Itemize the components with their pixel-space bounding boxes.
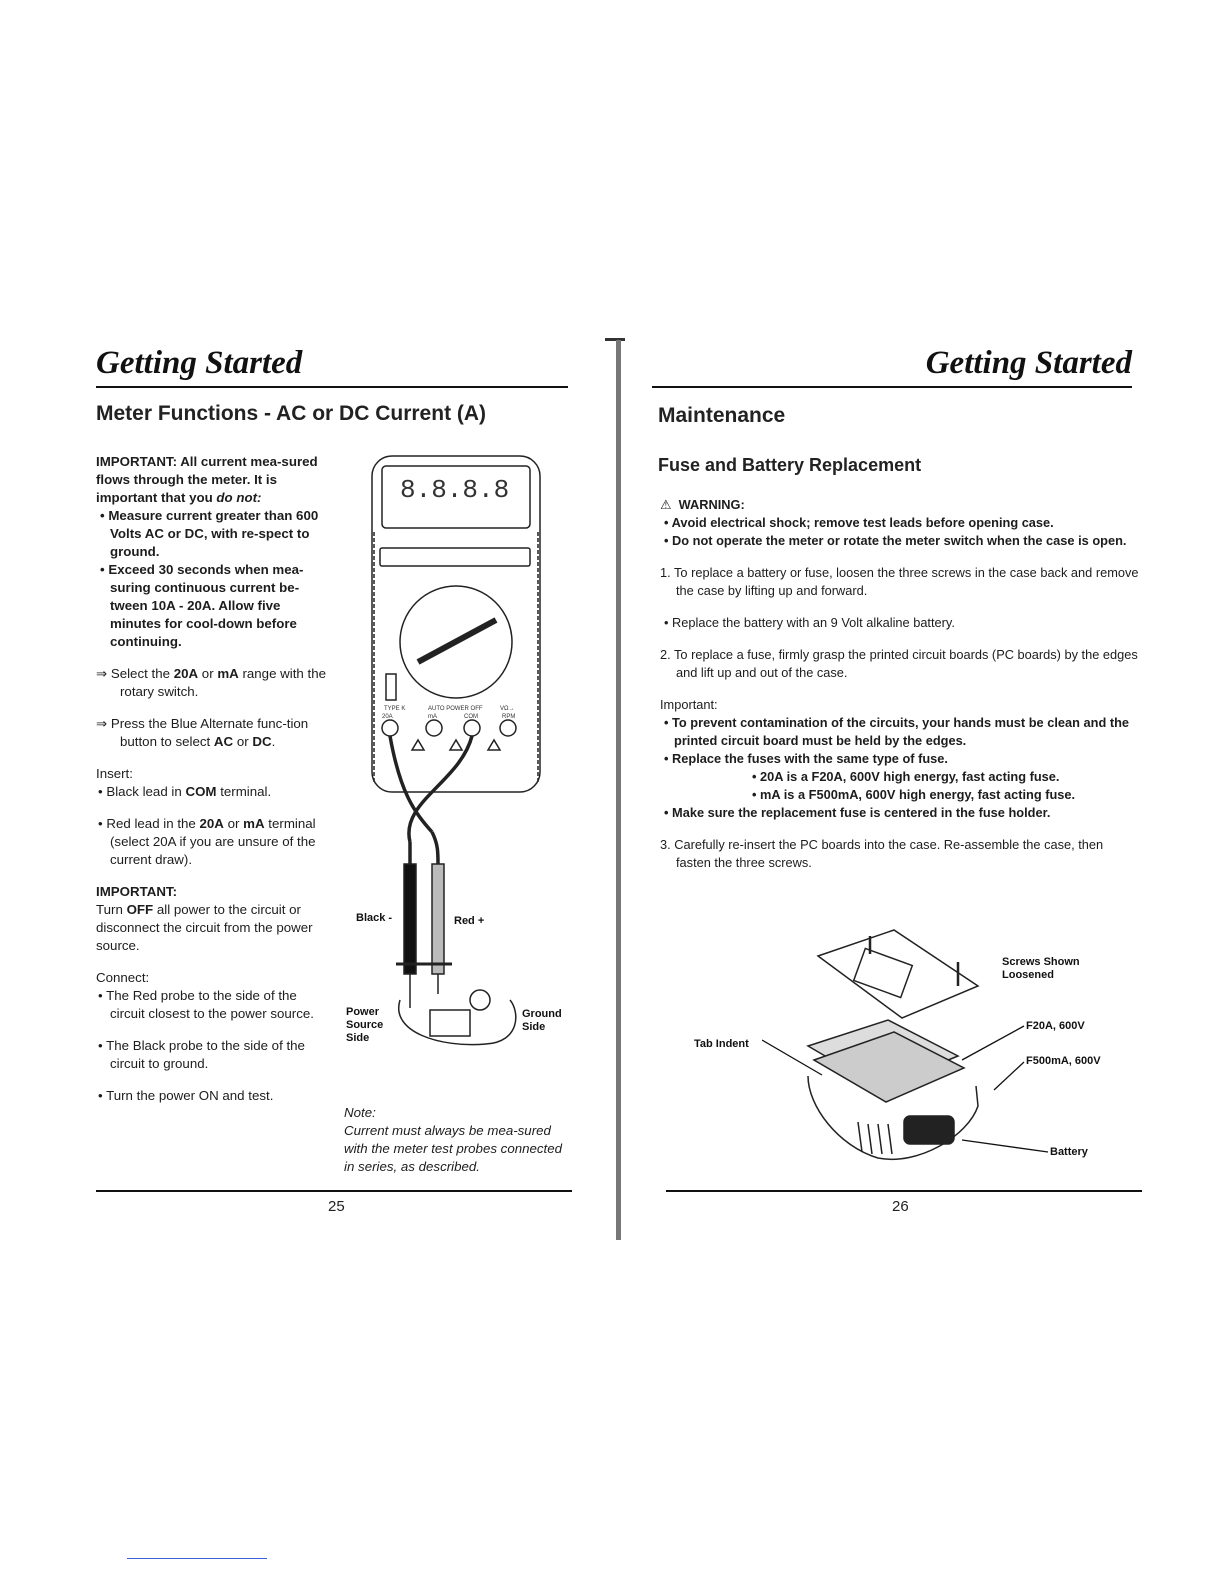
tab-indent-label: Tab Indent — [694, 1038, 749, 1050]
circuit-loop — [399, 1000, 516, 1045]
page-number: 25 — [328, 1198, 345, 1215]
important-intro-emphasis: do not: — [216, 490, 262, 505]
insert-heading: Insert: — [96, 766, 133, 781]
screws-label: Screws Shown Loosened — [1002, 956, 1080, 981]
insert-bullet-black: • Black lead in COM terminal. — [98, 784, 272, 799]
terminal-ma-label: mA — [428, 714, 437, 720]
insert-bullet-red: • Red lead in the 20A or mA terminal (select 20A if you are unsure of the current draw). — [98, 816, 316, 867]
red-lead-label: Red + — [454, 915, 485, 927]
note-block — [344, 1104, 576, 1176]
note-text: Current must always be mea-sured with the meter test probes connected in series, as described. — [344, 1123, 563, 1174]
important-block — [96, 453, 328, 1105]
section-title: Maintenance — [658, 404, 786, 427]
terminal-20a — [382, 720, 398, 736]
warning-bullet: • Do not operate the meter or rotate the meter switch when the case is open. — [664, 533, 1127, 548]
battery-symbol — [430, 1010, 470, 1036]
warning-triangle-icon — [412, 740, 424, 750]
battery-bullet: • Replace the battery with an 9 Volt alkaline battery. — [664, 615, 955, 630]
warning-triangle-icon: ⚠ — [660, 497, 672, 512]
footer-rule — [96, 1190, 572, 1192]
case-back — [818, 930, 978, 1018]
important-bullet: • Replace the fuses with the same type of fuse. — [664, 751, 948, 766]
connect-bullet: • The Black probe to the side of the circuit to ground. — [98, 1038, 305, 1071]
type-k-label: TYPE K — [384, 706, 406, 712]
terminal-ma — [426, 720, 442, 736]
meter-connection-diagram — [360, 452, 590, 1072]
note-heading: Note: — [344, 1105, 376, 1120]
display-digits: 8.8.8.8 — [400, 475, 510, 505]
important-bullet: • To prevent contamination of the circuits, your hands must be clean and the printed circuit board must be held by the edges. — [664, 715, 1130, 748]
subsection-title: Fuse and Battery Replacement — [658, 455, 922, 475]
step-select-range: ⇒ Select the 20A or mA range with the rotary switch. — [96, 666, 326, 699]
step-2: 2. To replace a fuse, firmly grasp the printed circuit boards (PC boards) by the edges and lift up and out of the case. — [660, 647, 1138, 680]
function-button-row — [380, 548, 530, 566]
ground-side-label: Ground Side — [522, 1008, 562, 1033]
power-source-label: Power Source Side — [346, 1006, 384, 1044]
terminal-com — [464, 720, 480, 736]
page-header-title: Getting Started — [925, 345, 1132, 381]
header-rule — [96, 386, 568, 388]
step-3: 3. Carefully re-insert the PC boards into the case. Re-assemble the case, then fasten the three screws. — [660, 837, 1104, 870]
f20a-fuse-label: F20A, 600V — [1026, 1020, 1085, 1032]
maintenance-body — [660, 496, 1140, 872]
terminal-vohm — [500, 720, 516, 736]
section-title: Meter Functions - AC or DC Current (A) — [96, 402, 487, 425]
black-probe — [404, 864, 416, 974]
warning-triangle-icon — [488, 740, 500, 750]
black-lead-label: Black - — [356, 912, 393, 924]
fuse-sub-bullet: • 20A is a F20A, 600V high energy, fast acting fuse. — [752, 769, 1060, 784]
step-alt-function: ⇒ Press the Blue Alternate func-tion button to select AC or DC. — [96, 716, 309, 749]
slide-switch — [386, 674, 396, 700]
fuse-sub-bullet: • mA is a F500mA, 600V high energy, fast acting fuse. — [752, 787, 1076, 802]
link-underline — [127, 1558, 267, 1559]
terminal-vohm-label: VΩ→ — [500, 706, 515, 712]
connect-heading: Connect: — [96, 970, 150, 985]
important-2-text: Turn OFF all power to the circuit or disconnect the circuit from the power source. — [96, 902, 313, 953]
meter-body — [372, 456, 540, 792]
battery-label: Battery — [1050, 1146, 1088, 1158]
step-1: 1. To replace a battery or fuse, loosen the three screws in the case back and remove the case by lifting up and forward. — [660, 565, 1139, 598]
case-window — [854, 948, 913, 997]
black-test-lead — [409, 736, 472, 842]
page-header-title: Getting Started — [96, 345, 303, 381]
connect-bullet: • The Red probe to the side of the circuit closest to the power source. — [98, 988, 314, 1021]
auto-power-off-label: AUTO POWER OFF — [428, 706, 483, 712]
lamp-symbol — [470, 990, 490, 1010]
leader-lines — [762, 1020, 1052, 1160]
terminal-20a-label: 20A — [382, 714, 393, 720]
connect-bullet: • Turn the power ON and test. — [98, 1088, 274, 1103]
important-2-heading: IMPORTANT: — [96, 884, 178, 899]
f500ma-fuse-label: F500mA, 600V — [1026, 1055, 1101, 1067]
important-bullet: • Make sure the replacement fuse is centered in the fuse holder. — [664, 805, 1051, 820]
terminal-com-label: COM — [464, 714, 478, 720]
red-probe — [432, 864, 444, 974]
header-rule — [652, 386, 1132, 388]
warning-triangle-icon — [450, 740, 462, 750]
footer-rule — [666, 1190, 1142, 1192]
terminal-rpm-label: RPM — [502, 714, 516, 720]
important-intro: IMPORTANT: All current mea-sured flows through the meter. It is important that you — [96, 454, 318, 505]
page-number: 26 — [892, 1198, 909, 1215]
important-heading: Important: — [660, 697, 718, 712]
right-page — [612, 0, 1224, 1584]
important-bullet: • Exceed 30 seconds when mea-suring continuous current be-tween 10A - 20A. Allow five minutes for cool-down before continuing. — [100, 562, 304, 649]
important-bullet: • Measure current greater than 600 Volts AC or DC, with re-spect to ground. — [100, 508, 319, 559]
warning-bullet: • Avoid electrical shock; remove test leads before opening case. — [664, 515, 1054, 530]
warning-heading: ⚠ WARNING: — [660, 497, 745, 512]
